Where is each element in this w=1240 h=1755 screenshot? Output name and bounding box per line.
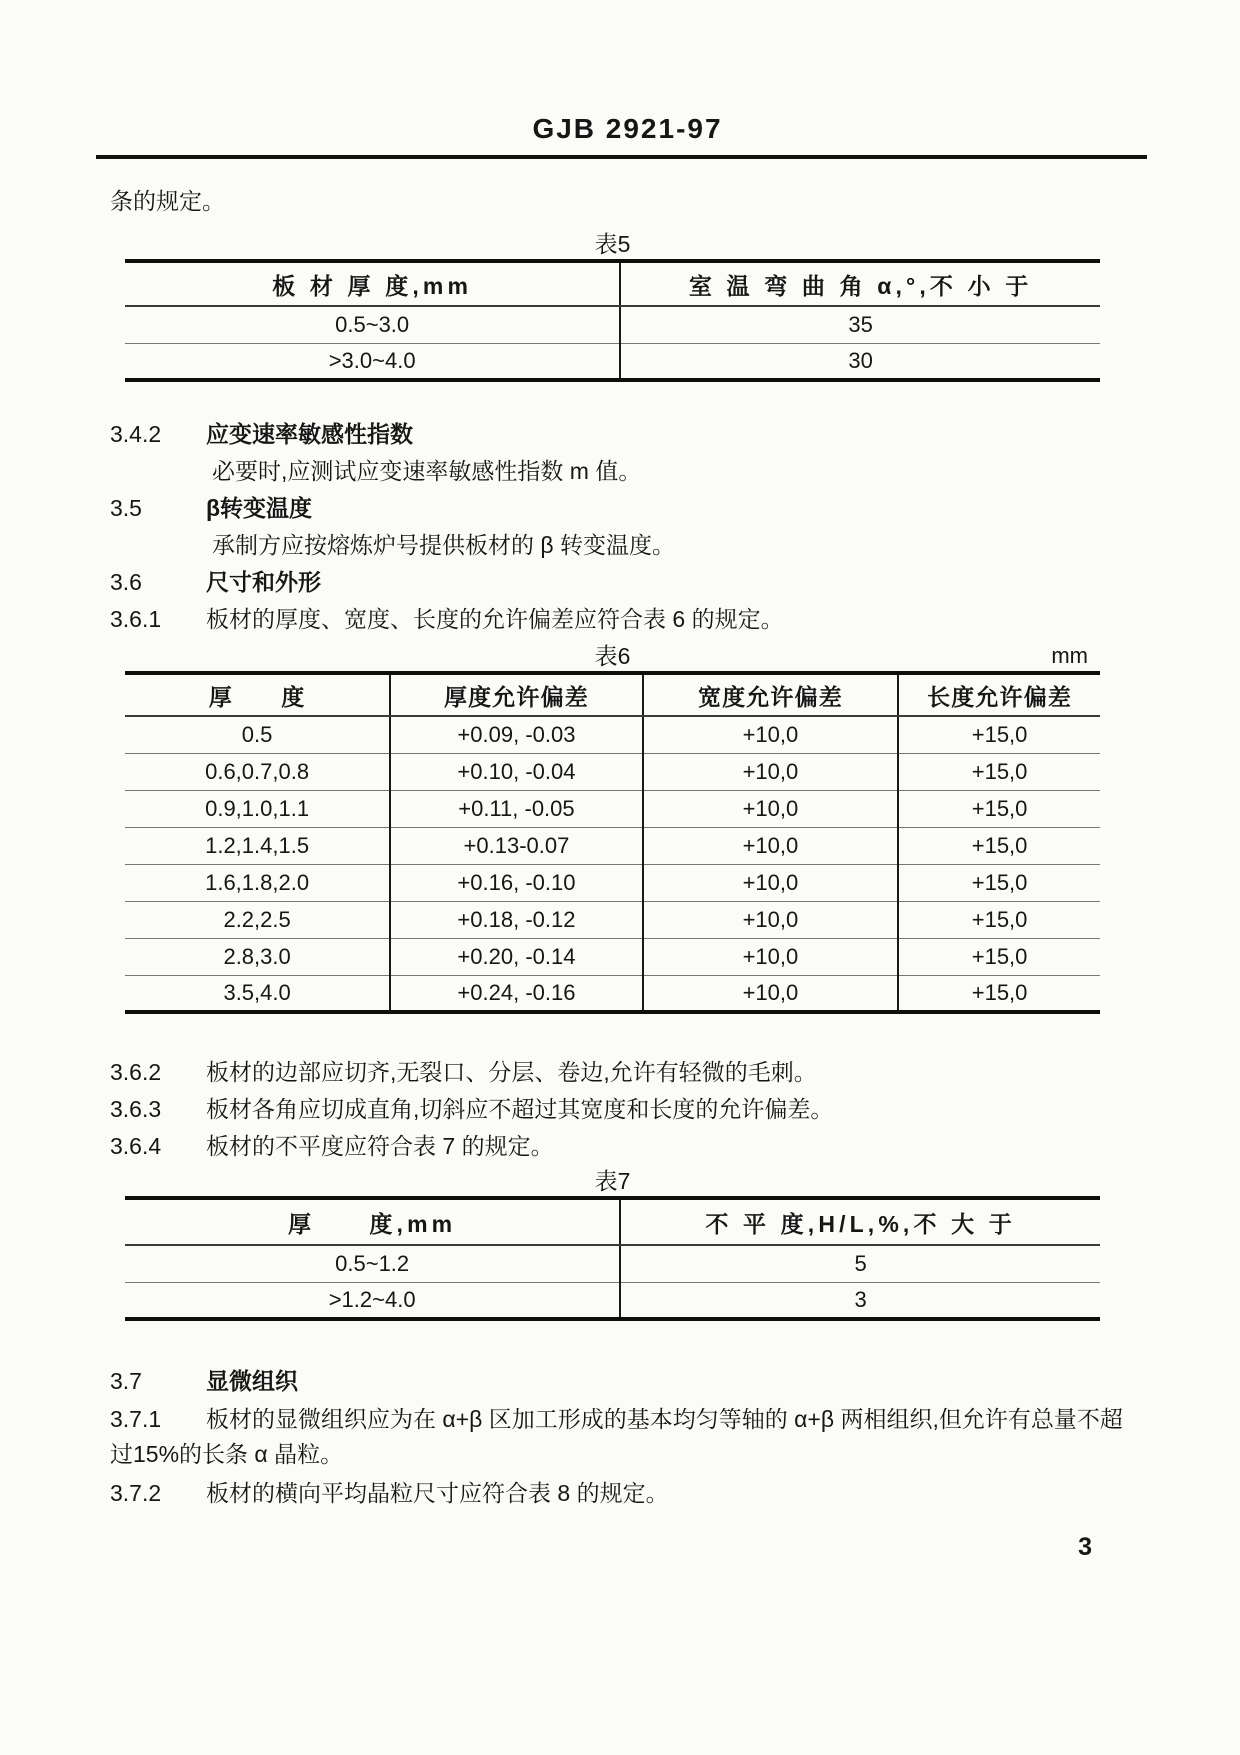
table-row bbox=[125, 343, 1100, 380]
table-cell: +15,0 bbox=[898, 716, 1100, 753]
table-cell: 0.5~1.2 bbox=[125, 1245, 620, 1282]
table-cell: +15,0 bbox=[898, 975, 1100, 1012]
table5 bbox=[125, 259, 1100, 382]
section-3-4-2-body bbox=[110, 455, 1145, 487]
section-text: 承制方应按熔炼炉号提供板材的 β 转变温度。 bbox=[212, 532, 676, 558]
section-title: 应变速率敏感性指数 bbox=[206, 421, 413, 447]
table-cell: +0.09, -0.03 bbox=[390, 716, 643, 753]
table6-caption: 表6 bbox=[594, 643, 631, 669]
table-cell: 0.5~3.0 bbox=[125, 306, 620, 343]
table6-caption-row bbox=[125, 641, 1100, 671]
table-cell: 0.9,1.0,1.1 bbox=[125, 790, 390, 827]
table-row bbox=[125, 306, 1100, 343]
table-row bbox=[125, 975, 1100, 1012]
section-number: 3.7.1 bbox=[110, 1406, 162, 1432]
table7 bbox=[125, 1196, 1100, 1321]
section-number: 3.5 bbox=[110, 495, 142, 521]
table6-header-thickness: 厚 度 bbox=[125, 673, 390, 716]
page-content bbox=[0, 112, 1240, 1562]
table-cell: +10,0 bbox=[643, 975, 898, 1012]
table-cell: +0.16, -0.10 bbox=[390, 864, 643, 901]
table-cell: >1.2~4.0 bbox=[328, 1286, 416, 1312]
section-number: 3.7.2 bbox=[110, 1480, 162, 1506]
table-row bbox=[125, 864, 1100, 901]
section-3-6-4 bbox=[110, 1130, 1145, 1162]
page-number: 3 bbox=[1078, 1533, 1092, 1561]
section-number: 3.6.2 bbox=[110, 1059, 162, 1085]
table-cell: 30 bbox=[620, 343, 1100, 380]
section-3-6 bbox=[110, 566, 1145, 598]
section-3-7 bbox=[110, 1365, 1145, 1397]
table7-header-row bbox=[125, 1198, 1100, 1245]
section-number: 3.6 bbox=[110, 569, 142, 595]
table-row bbox=[125, 1245, 1100, 1282]
section-text: 板材的边部应切齐,无裂口、分层、卷边,允许有轻微的毛刺。 bbox=[206, 1059, 817, 1085]
section-3-5 bbox=[110, 492, 1145, 524]
table6 bbox=[125, 671, 1100, 1014]
table7-header-thickness: 厚 度,mm bbox=[125, 1198, 620, 1245]
standard-number: GJB 2921-97 bbox=[532, 113, 723, 144]
table-cell: +10,0 bbox=[643, 864, 898, 901]
table6-header-length-dev: 长度允许偏差 bbox=[898, 673, 1100, 716]
table-cell: 3.5,4.0 bbox=[223, 979, 291, 1005]
table7-header-flatness: 不 平 度,H/L,%,不 大 于 bbox=[620, 1198, 1100, 1245]
section-text: 板材的横向平均晶粒尺寸应符合表 8 的规定。 bbox=[206, 1480, 669, 1506]
table-cell: +0.13-0.07 bbox=[390, 827, 643, 864]
section-title: 尺寸和外形 bbox=[206, 569, 321, 595]
table-cell: +0.10, -0.04 bbox=[390, 753, 643, 790]
table-cell: +15,0 bbox=[898, 938, 1100, 975]
section-title: 显微组织 bbox=[206, 1368, 298, 1394]
section-3-7-2 bbox=[110, 1477, 1145, 1509]
section-text: 板材各角应切成直角,切斜应不超过其宽度和长度的允许偏差。 bbox=[206, 1096, 834, 1122]
table-cell: +10,0 bbox=[643, 827, 898, 864]
section-number: 3.6.1 bbox=[110, 606, 162, 632]
table-row bbox=[125, 790, 1100, 827]
table6-header-row bbox=[125, 673, 1100, 716]
table-cell: +0.18, -0.12 bbox=[390, 901, 643, 938]
table5-header-thickness: 板 材 厚 度,mm bbox=[125, 261, 620, 306]
table-cell: +15,0 bbox=[898, 864, 1100, 901]
table6-unit: mm bbox=[1051, 643, 1088, 668]
table-cell: 3 bbox=[620, 1282, 1100, 1319]
intro-text: 条的规定。 bbox=[110, 188, 225, 214]
table-row bbox=[125, 753, 1100, 790]
section-3-6-2 bbox=[110, 1056, 1145, 1088]
table-row bbox=[125, 901, 1100, 938]
table5-header-angle: 室 温 弯 曲 角 α,°,不 小 于 bbox=[620, 261, 1100, 306]
table-cell: >3.0~4.0 bbox=[328, 347, 416, 373]
section-title: β转变温度 bbox=[206, 495, 313, 521]
header-rule bbox=[96, 155, 1147, 159]
section-text: 必要时,应测试应变速率敏感性指数 m 值。 bbox=[212, 458, 642, 484]
section-3-7-1 bbox=[110, 1402, 1145, 1472]
section-3-4-2 bbox=[110, 418, 1145, 450]
table-cell: 1.2,1.4,1.5 bbox=[125, 827, 390, 864]
table-cell: 5 bbox=[620, 1245, 1100, 1282]
table7-caption: 表7 bbox=[594, 1168, 631, 1194]
table-cell: +10,0 bbox=[643, 716, 898, 753]
table-cell: +10,0 bbox=[643, 938, 898, 975]
table5-caption: 表5 bbox=[594, 231, 631, 257]
table-row bbox=[125, 1282, 1100, 1319]
table-cell: +10,0 bbox=[643, 790, 898, 827]
table-cell: +10,0 bbox=[643, 901, 898, 938]
table-cell: 2.2,2.5 bbox=[125, 901, 390, 938]
table-cell: 2.8,3.0 bbox=[125, 938, 390, 975]
section-text: 板材的显微组织应为在 α+β 区加工形成的基本均匀等轴的 α+β 两相组织,但允许有总量不超过15%的长条 α 晶粒。 bbox=[110, 1406, 1123, 1467]
table-cell: +10,0 bbox=[643, 753, 898, 790]
table6-header-thickness-dev: 厚度允许偏差 bbox=[390, 673, 643, 716]
table-cell: 35 bbox=[620, 306, 1100, 343]
table6-header-width-dev: 宽度允许偏差 bbox=[643, 673, 898, 716]
table-cell: +15,0 bbox=[898, 827, 1100, 864]
table-row bbox=[125, 827, 1100, 864]
section-number: 3.6.4 bbox=[110, 1133, 162, 1159]
section-text: 板材的不平度应符合表 7 的规定。 bbox=[206, 1133, 554, 1159]
section-3-5-body bbox=[110, 529, 1145, 561]
table-row bbox=[125, 716, 1100, 753]
table-cell: 0.6,0.7,0.8 bbox=[125, 753, 390, 790]
section-number: 3.4.2 bbox=[110, 421, 162, 447]
section-number: 3.6.3 bbox=[110, 1096, 162, 1122]
table-cell: 0.5 bbox=[125, 716, 390, 753]
table-cell: +0.11, -0.05 bbox=[390, 790, 643, 827]
table-cell: +0.20, -0.14 bbox=[390, 938, 643, 975]
table-cell: +15,0 bbox=[898, 901, 1100, 938]
table-cell: +15,0 bbox=[898, 753, 1100, 790]
section-3-6-1 bbox=[110, 603, 1145, 635]
table5-header-row bbox=[125, 261, 1100, 306]
table-cell: +0.24, -0.16 bbox=[390, 975, 643, 1012]
table-cell: +15,0 bbox=[898, 790, 1100, 827]
section-3-6-3 bbox=[110, 1093, 1145, 1125]
section-number: 3.7 bbox=[110, 1368, 142, 1394]
table-row bbox=[125, 938, 1100, 975]
section-text: 板材的厚度、宽度、长度的允许偏差应符合表 6 的规定。 bbox=[206, 606, 784, 632]
table-cell: 1.6,1.8,2.0 bbox=[125, 864, 390, 901]
